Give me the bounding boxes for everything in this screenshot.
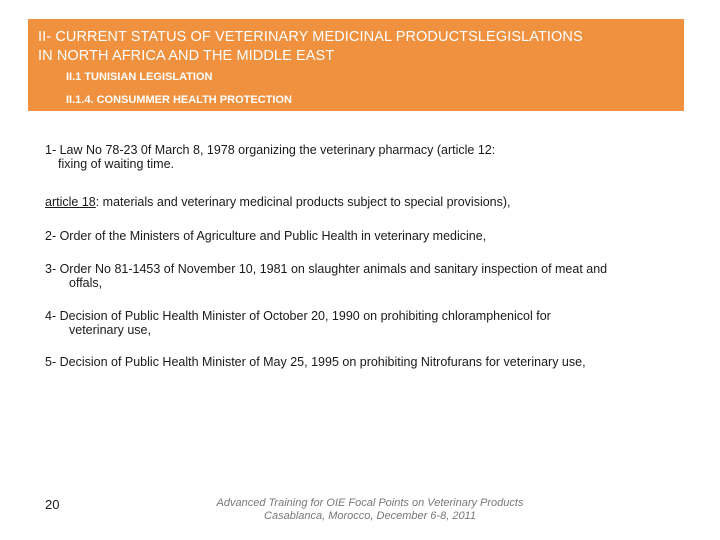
list-item-article-18	[45, 195, 685, 209]
slide-header	[28, 19, 684, 111]
footer-line-2: Casablanca, Morocco, December 6-8, 2011	[264, 510, 476, 522]
slide-title	[38, 28, 678, 66]
list-item-law	[45, 143, 685, 171]
item-2-line-1: 2- Order of the Ministers of Agriculture and Public Health in veterinary medicine,	[45, 229, 487, 243]
title-line-2: IN NORTH AFRICA AND THE MIDDLE EAST	[38, 48, 335, 64]
item-4-line-1: 4- Decision of Public Health Minister of October 20, 1990 on prohibiting chloramphenicol for	[45, 309, 551, 323]
page-number: 20	[45, 497, 60, 512]
item-1-line-2: fixing of waiting time.	[58, 157, 175, 171]
item-5-line-1: 5- Decision of Public Health Minister of May 25, 1995 on prohibiting Nitrofurans for veterinary use,	[45, 355, 586, 369]
item-1-line-1: 1- Law No 78-23 0f March 8, 1978 organizing the veterinary pharmacy (article 12:	[45, 143, 496, 157]
subtitle-tunisian-legislation: II.1 TUNISIAN LEGISLATION	[66, 71, 213, 83]
list-item-decision-1995	[45, 355, 685, 369]
list-item-decision-1990	[45, 309, 685, 337]
item-4-line-2: veterinary use,	[69, 323, 151, 337]
article-18-label: article 18	[45, 195, 96, 209]
subtitle-consumer-health: II.1.4. CONSUMMER HEALTH PROTECTION	[66, 94, 292, 106]
article-18-text: : materials and veterinary medicinal products subject to special provisions),	[95, 195, 511, 209]
footer-caption	[150, 497, 590, 523]
title-line-1: II- CURRENT STATUS OF VETERINARY MEDICINAL PRODUCTSLEGISLATIONS	[38, 29, 583, 45]
item-3-line-1: 3- Order No 81-1453 of November 10, 1981 on slaughter animals and sanitary inspection of meat and	[45, 262, 608, 276]
footer-line-1: Advanced Training for OIE Focal Points on Veterinary Products	[216, 497, 524, 509]
item-3-line-2: offals,	[69, 276, 103, 290]
list-item-order-ministers	[45, 229, 685, 243]
list-item-order-81-1453	[45, 262, 685, 290]
